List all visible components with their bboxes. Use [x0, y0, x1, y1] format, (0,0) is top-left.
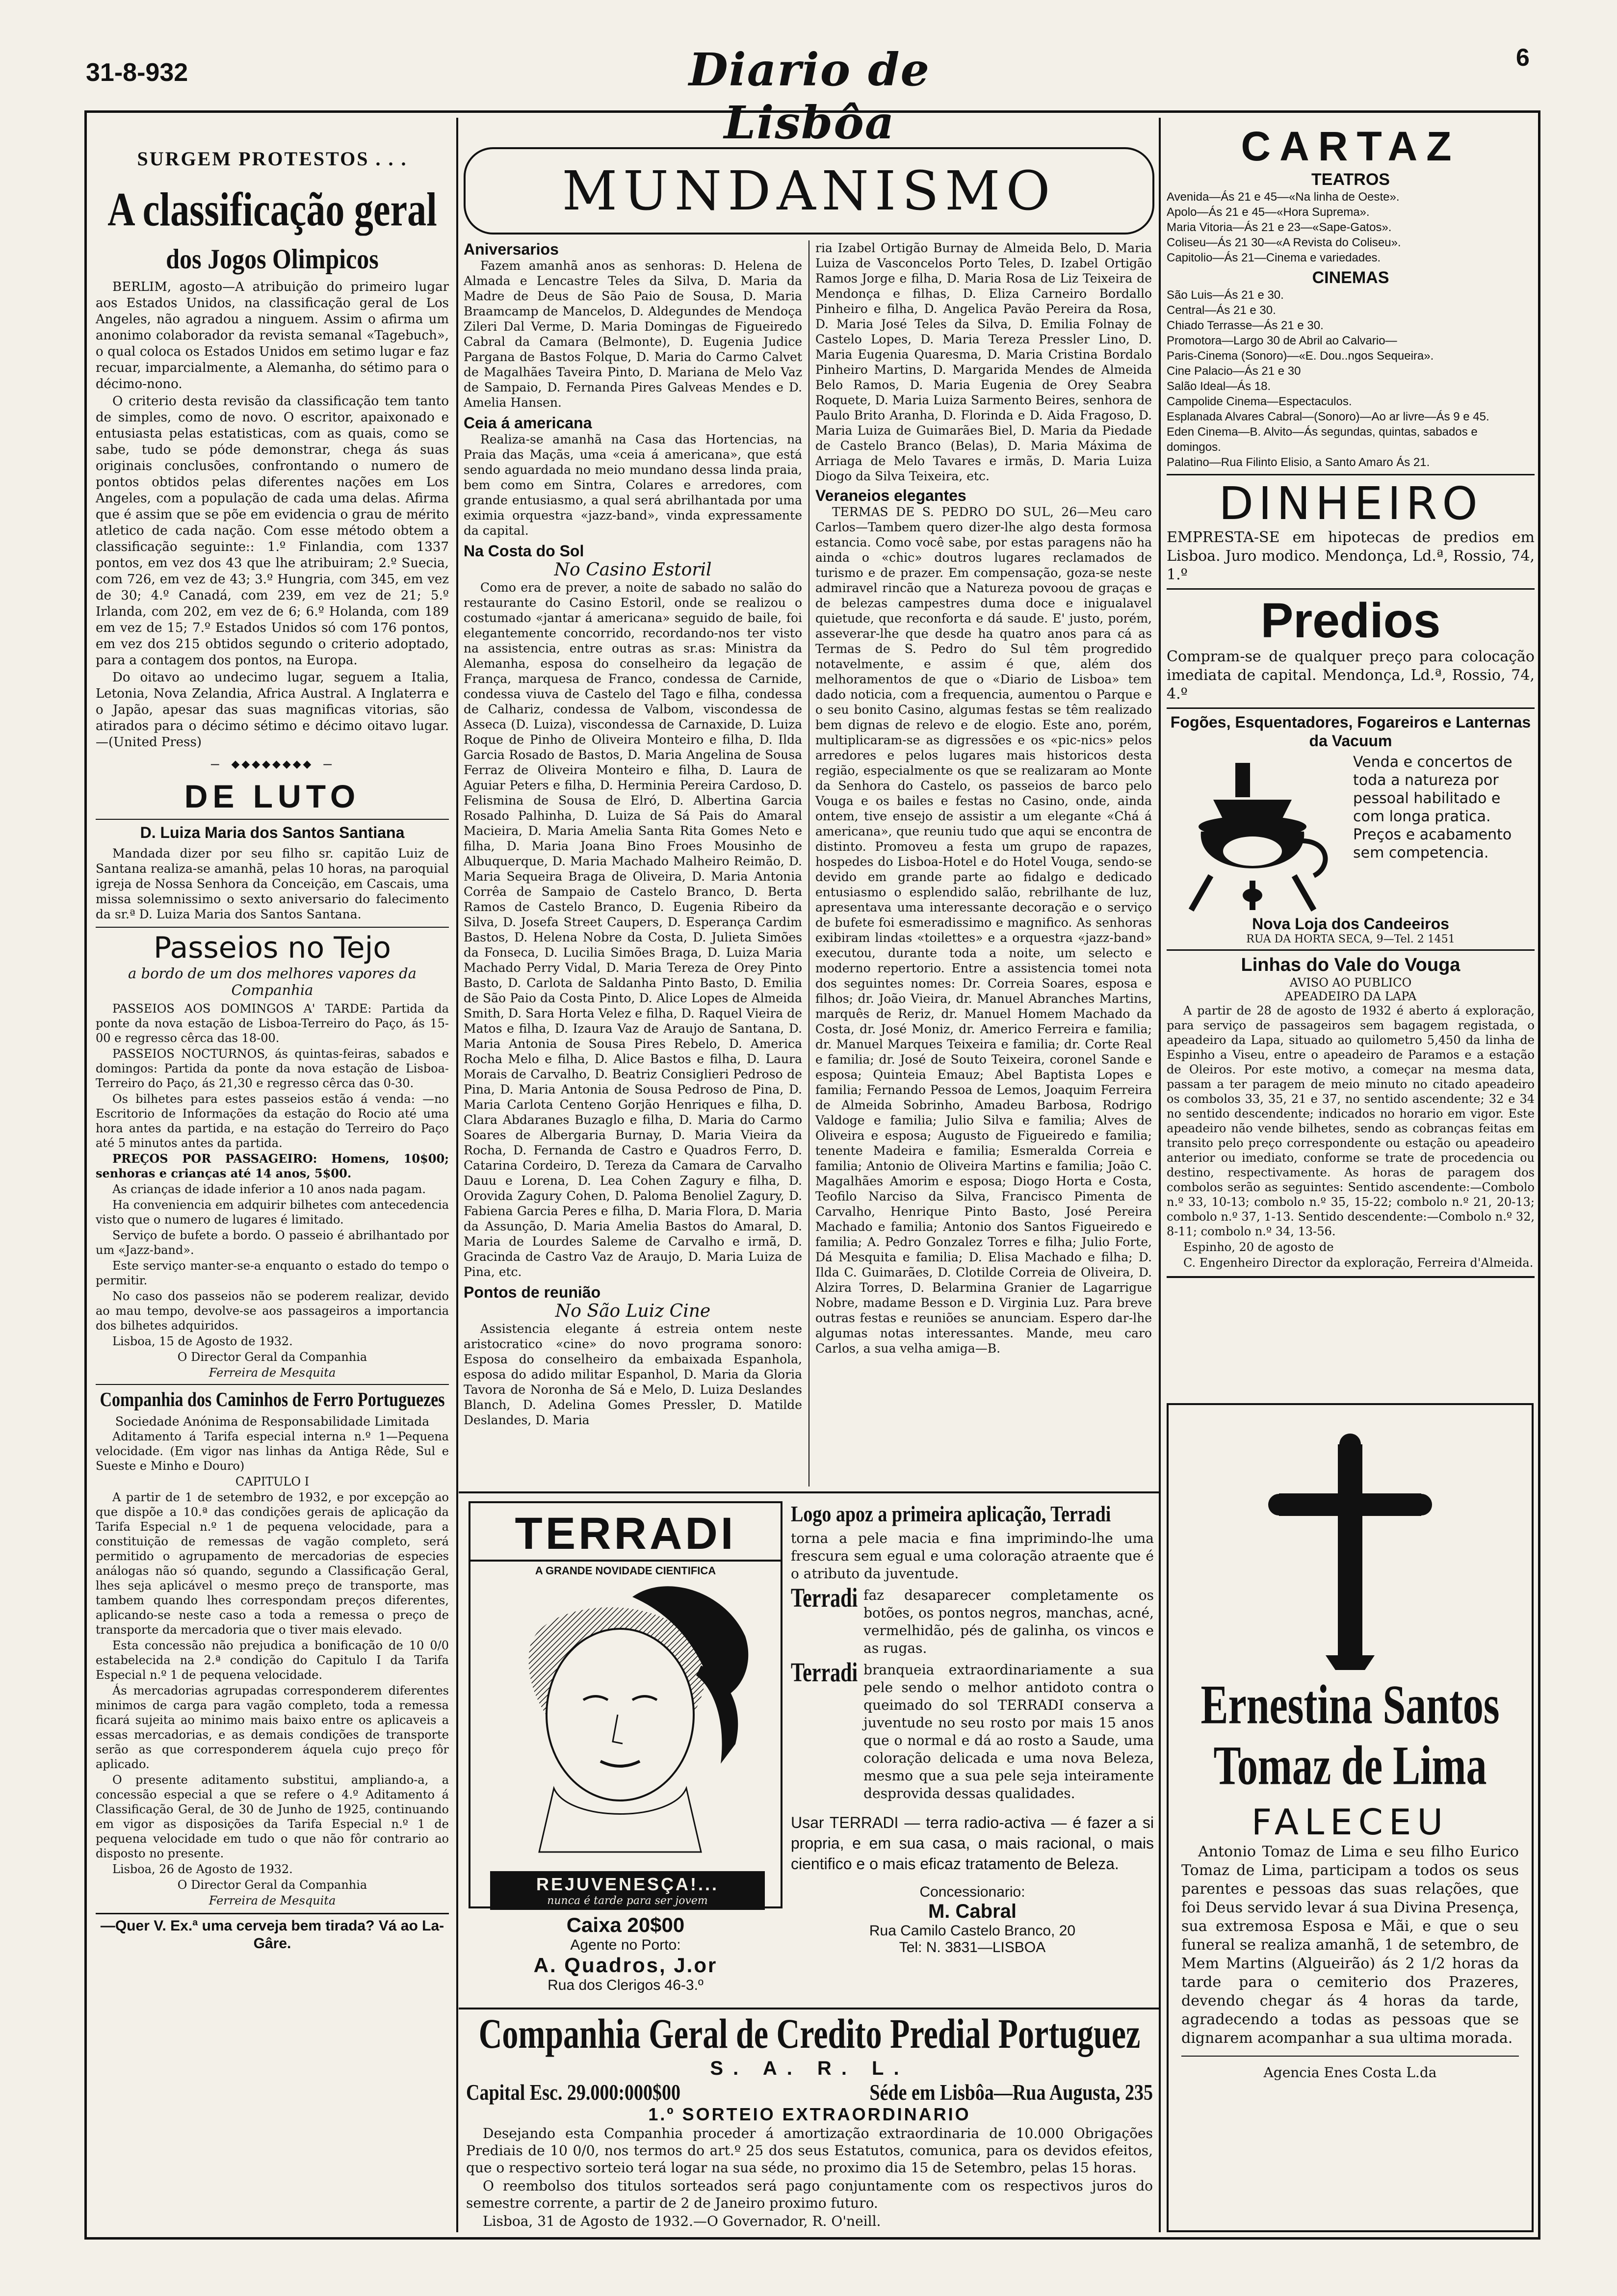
terradi-slogan-box [490, 1871, 765, 1910]
mundanismo-left-body [464, 240, 802, 1428]
article-subheadline: dos Jogos Olimpicos [166, 243, 379, 275]
column-rule-1b [456, 1496, 458, 2232]
credito-sign: Lisboa, 31 de Agosto de 1932.—O Governador, R. O'neill. [483, 2213, 881, 2229]
beer-ad: —Quer V. Ex.ª uma cerveja bem tirada? Vá ao La-Gâre. [100, 1918, 444, 1952]
vouga-body [1167, 1003, 1535, 1270]
credito-body [466, 2125, 1153, 2230]
passeios-paragraph: PASSEIOS AOS DOMINGOS A' TARDE: Partida da ponte da nova estação de Lisboa-Terreiro do Paço, ás 15-00 e regresso cêrca das 18-00. [96, 1002, 449, 1045]
credito-capital: Capital Esc. 29.000:000$00 [466, 2080, 680, 2105]
inner-column-rule [808, 240, 809, 1487]
terradi-price-block [469, 1913, 782, 1994]
cinema-item: São Luis—Ás 21 e 30. [1167, 288, 1284, 302]
obituary-agency: Agencia Enes Costa L.da [1263, 2064, 1437, 2081]
article-paragraph: Do oitavo ao undecimo lugar, seguem a Italia, Letonia, Nova Zelandia, Africa Austral. A Inglaterra e o Japão, apesar das suas magnificas vitorias, são atirados para o décimo sétimo e décimo oitavo lugar.—(United Press) [96, 670, 449, 750]
section-heading: Veraneios elegantes [815, 487, 966, 504]
luto-title: DE LUTO [184, 778, 361, 814]
teatro-item: Avenida—Ás 21 e 45—«Na linha de Oeste». [1167, 190, 1400, 204]
vouga-subtitle-2: APEADEIRO DA LAPA [1284, 990, 1417, 1003]
credito-sede: Séde em Lisbôa—Rua Augusta, 235 [869, 2080, 1153, 2105]
terradi-agent-address: Rua dos Clerigos 46-3.º [548, 1977, 704, 1993]
passeios-paragraph: Lisboa, 15 de Agosto de 1932. [112, 1334, 293, 1348]
passeios-body [96, 1001, 449, 1380]
subsection-heading: No São Luiz Cine [555, 1301, 711, 1321]
terradi-copy-row [791, 1658, 1154, 1802]
fogoes-body: Venda e concertos de toda a natureza por pessoal habilitado e com longa pratica. Preços e acabamento sem competencia. [1353, 754, 1513, 861]
dinheiro-title: DINHEIRO [1219, 477, 1483, 530]
credito-sorteio: 1.º SORTEIO EXTRAORDINARIO [648, 2104, 971, 2124]
column-left [96, 118, 449, 2232]
section-paragraph: TERMAS DE S. PEDRO DO SUL, 26—Meu caro Carlos—Tambem quero dizer-lhe algo desta formosa estancia. Como você sabe, por estas paragens não ha ainda o «chic» doutros lugares reclamados de turismo e de prazer. Em compensação, goza-se neste admiravel rincão que a Natureza povoou de graças e de belezas campestres duma doce e inigualavel quietude, que reconforta e dá saude. E' justo, porém, asseverar-lhe que desde ha quatro anos para cá as Termas de S. Pedro do Sul têm progredido notavelmente, e assim é que, além dos melhoramentos de que o «Diario de Lisboa» tem dado noticia, com a frequencia, aumentou o Parque e o seu bonito Casino, algumas festas se têm realizado bem dignas de relevo e de elogio. Este ano, porém, multiplicaram-se as digressões e os «pic-nics» pelos arredores e pelos lugares mais historicos desta região, especialmente os que se realizaram ao Monte da Senhora do Castelo, os passeios de barco pelo Vouga e os bailes e festas no Casino, onde, ainda ontem, tive ensejo de assistir a um elegante «Chá á americana», que reuniu tudo que aqui se encontra de distinto. Promoveu a festa um grupo de rapazes, hospedes do Lisboa-Hotel e do Hotel Vouga, sendo-se devido em grande parte ao fidalgo e dedicado entusiasmo o esplendido salão, rebrilhante de luz, apresentava uma interessante decoração e o serviço de bufete foi esmeradissimo e magnifico. As senhoras exibiram lindas «toilettes» e a orquestra «jazz-band» executou, durante toda a noite, um selecto e moderno repertorio. Entre a assistencia tomei nota dos seguintes nomes: Dr. Correia Soares, esposa e filhos; dr. João Vieira, dr. Manuel Abranches Martins, marquês de Reriz, dr. Manuel Homem Machado da Costa, dr. José Moniz, dr. Americo Ferreira e familia; dr. Manuel Marques Teixeira e familia; dr. Corte Real e familia; dr. José de Souto Teixeira, coronel Sande e esposa; Quinteia Emauz; Abel Baptista Lopes e familia; Fernando Pessoa de Lemos, Joaquim Ferreira de Almeida Sobrinho, Amadeu Barbosa, Rodrigo Valdoge e familia; Julio Silva e familia; Alves de Oliveira e esposa; Augusto de Figueiredo e familia; tenente Madeira e familia; Esmeralda Correia e familia; Antonio de Oliveira Martins e familia; João C. Magalhães Amorim e esposa; Diogo Horta e Costa, Teofilo Narciso da Silva, Francisco Pimenta de Carvalho, Henrique Pinto Basto, José Pereira Machado e familia; Antonio dos Santos Figueiredo e familia; A. Pedro Gonzalez Torres e filha; Julio Forte, Dá Mesquita e familia; D. Elisa Machado e filha; D. Ilda C. Guimarães, D. Clotilde Correia de Oliveira, D. Alzira Torres, D. Belarmina Granier de Lagarrigue Nobre, madame Besson e D. Virginia Luz. Para breve outras festas e reuniões se anunciam. Espero dar-lhe algumas notas interessantes. Mande, meu caro Carlos, a sua velha amiga—B. [815, 505, 1152, 1356]
caminhos-paragraph: Esta concessão não prejudica a bonificação de 10 0/0 estabelecida na 2.ª condição do Capitulo I da Tarifa Especial n.º 1 de pequena velocidade. [96, 1639, 449, 1682]
terradi-copy-p2: faz desaparecer completamente os botões, os pontos negros, manchas, acné, vermelhidão, pés de galinha, os vincos e as rugas. [863, 1587, 1154, 1656]
caminhos-subtitle: Sociedade Anónima de Responsabilidade Limitada [115, 1414, 430, 1429]
cinema-item: Promotora—Largo 30 de Abril ao Calvario— [1167, 334, 1397, 347]
section-rule [1167, 707, 1535, 709]
cinema-item: Chiado Terrasse—Ás 21 e 30. [1167, 319, 1324, 332]
section-paragraph: Assistencia elegante á estreia ontem neste aristocratico «cine» do novo programa sonoro: Esposa do conselheiro da embaixada Espanhola, esposa do adido militar Espanhol, D. Maria da Gloria Tavora de Noronha de Sá e Melo, D. Luiza Deslandes Blanch, D. Adelina Gomes Pressler, D. Matilde Deslandes, D. Maria [464, 1322, 802, 1427]
terradi-ad-image [469, 1501, 782, 1908]
credito-title: Companhia Geral de Credito Predial Portuguez [478, 2010, 1141, 2058]
ad-rule [459, 2008, 1160, 2009]
luto-paragraph: Mandada dizer por seu filho sr. capitão Luiz de Santana realiza-se amanhã, pelas 10 horas, na paroquial igreja de Nossa Senhora da Conceição, em Cascais, uma missa solemnissimo o sexto aniversario do falecimento da sr.ª D. Luiza Maria dos Santos Santana. [96, 846, 449, 921]
passeios-sign: O Director Geral da Companhia [177, 1350, 367, 1364]
vouga-title: Linhas do Vale do Vouga [1241, 955, 1461, 975]
passeios-paragraph: As crianças de idade inferior a 10 anos nada pagam. [112, 1182, 426, 1196]
terradi-copy-p3: branqueia extraordinariamente a sua pele sendo o melhor antidoto contra o queimado do sol TERRADI conserva a juventude no seu rosto por mais 15 anos que o normal e dá ao rosto a Saude, uma coloração delicada e uma nova Beleza, mesmo que a sua pele seja inteiramente desprovida dessas qualidades. [863, 1662, 1154, 1801]
caminhos-paragraph: Lisboa, 26 de Agosto de 1932. [112, 1862, 293, 1876]
article-paragraph: O criterio desta revisão da classificação tem tanto de simples, como de novo. O escritor, apaixonado e entusiasta pelas estatisticas, com as quais, como se sabe, tudo se póde demonstrar, chega ás suas originais conclusões, confrontando o numero de pontos obtidos pelas diferentes nações em Los Angeles, com a população de cada uma delas. Afirma que é assim que se põe em evidencia o grau de mérito atletico de cada nação. Com esse método obtem a classificação seguinte:: 1.º Finlandia, com 1337 pontos, em vez dos 43 que lhe atribuiram; 2.º Suecia, com 726, em vez de 43; 3.º Hungria, com 345, em vez de 30; 4.º Canadá, com 239, em vez de 21; 5.º Irlanda, com 202, em vez de 6; 6.º Holanda, com 189 em vez de 15; 7.º Estados Unidos só com 176 pontos, em vez dos 215 obtidos segundo o criterio adoptado, para a contagem dos pontos, na Europa. [96, 394, 449, 668]
caminhos-paragraph: O presente aditamento substitui, ampliando-a, a concessão especial a que se refere o 4.º Aditamento á Classificação Geral, de 30 de Junho de 1925, continuando em vigor as disposições da Tarifa Especial n.º 1 de pequena velocidade em tudo o que não fôr contrario ao disposto no presente. [96, 1773, 449, 1860]
passeios-paragraph: No caso dos passeios não se poderem realizar, devido ao mau tempo, devolve-se aos passageiros a importancia dos bilhetes adquiridos. [96, 1289, 449, 1332]
mundanismo-banner: MUNDANISMO [464, 147, 1154, 235]
section-rule [1167, 474, 1535, 475]
terradi-slogan-2: nunca é tarde para ser jovem [547, 1895, 708, 1907]
terradi-copy [791, 1501, 1154, 1956]
cinema-item: Cine Palacio—Ás 21 e 30 [1167, 365, 1301, 378]
cinemas-title: CINEMAS [1312, 268, 1389, 287]
passeios-sign-name: Ferreira de Mesquita [209, 1366, 336, 1380]
terradi-agent-label: Agente no Porto: [570, 1937, 681, 1953]
terradi-copy-p4: Usar TERRADI — terra radio-activa — é fazer a si propria, e em sua casa, o mais racional, o mais cientifico e o mais eficaz tratamento de Beleza. [791, 1814, 1154, 1873]
issue-date: 31-8-932 [86, 58, 188, 87]
terradi-tag: A GRANDE NOVIDADE CIENTIFICA [535, 1565, 716, 1577]
cinema-item: Salão Ideal—Ás 18. [1167, 380, 1271, 393]
section-paragraph: ria Izabel Ortigão Burnay de Almeida Belo, D. Maria Luiza de Vasconcelos Porto Teles, D. Izabel Ortigão Ramos Jorge e filha, D. Maria Rosa de Liz Teixeira de Mendonça e filhas, D. Eliza Carneiro Bordallo Pinheiro e filha, D. Angelica Pavão Pereira da Rosa, D. Maria José Teles da Silva, D. Emilia Folnay de Castelo Lopes, D. Maria Tereza Pressler Lino, D. Maria Eugenia Quaresma, D. Maria Cristina Bordalo Pinheiro Martins, D. Margarida Mendes de Almeida Belo Ramos, D. Maria Eugenia de Orey Seabra Roquete, D. Maria Luiza Sarmento Beires, senhora de Paulo Brito Aranha, D. Florinda e D. Aida Fragoso, D. Maria Luiza de Guimarães Biel, D. Maria da Piedade de Castelo Branco (Belas), D. Maria Máxima de Arriaga de Melo Tavares e irmãs, D. Maria Luiza Diogo da Silva Teixeira, etc. [815, 241, 1152, 483]
passeios-paragraph: PREÇOS POR PASSAGEIRO: Homens, 10$00; senhoras e crianças até 14 anos, 5$00. [96, 1151, 449, 1180]
cinema-item: Eden Cinema—B. Alvito—Ás segundas, quintas, sabados e domingos. [1167, 425, 1478, 454]
concession-phone: Tel: N. 3831—LISBOA [899, 1939, 1046, 1956]
terradi-copy-p1: torna a pele macia e fina imprimindo-lhe uma frescura sem egual e uma coloração atraente que é o atributo da juventude. [791, 1530, 1154, 1582]
predios-title: Predios [1260, 593, 1441, 648]
teatros-title: TEATROS [1311, 170, 1390, 189]
teatro-item: Coliseu—Ás 21 30—«A Revista do Coliseu». [1167, 236, 1401, 249]
ornament-divider: — ◆◆◆◆◆◆◆◆ — [210, 756, 334, 772]
terradi-word: Terradi [791, 1584, 858, 1613]
cinema-item: Esplanada Alvares Cabral—(Sonoro)—Ao ar livre—Ás 9 e 45. [1167, 410, 1489, 423]
section-heading: Aniversarios [464, 240, 559, 258]
passeios-subtitle: a bordo de um dos melhores vapores da Companhia [128, 965, 417, 998]
cartaz-title: CARTAZ [1241, 123, 1461, 169]
teatros-list [1167, 189, 1535, 265]
caminhos-body [96, 1429, 449, 1908]
masthead-title: Diario de Lisbôa [688, 43, 930, 149]
ad-top-rule [459, 1491, 1160, 1493]
credito-predial-notice [466, 2011, 1153, 2232]
caminhos-intro: Aditamento á Tarifa especial interna n.º 1—Pequena velocidade. (Em vigor nas linhas da Antiga Rêde, Sul e Sueste e Minho e Douro) [96, 1430, 449, 1473]
cinema-item: Palatino—Rua Filinto Elisio, a Santo Amaro Ás 21. [1167, 456, 1430, 469]
concession-address: Rua Camilo Castelo Branco, 20 [869, 1923, 1076, 1939]
stove-illustration [1167, 753, 1353, 915]
passeios-paragraph: PASSEIOS NOCTURNOS, ás quintas-feiras, sabados e domingos: Partida da ponte da nova estação de Lisboa-Terreiro do Paço, ás 21,30 e regresso cêrca das 0-30. [96, 1047, 449, 1090]
section-rule [96, 1384, 449, 1385]
subsection-heading: No Casino Estoril [554, 560, 712, 580]
cinemas-list [1167, 287, 1535, 470]
section-rule [1167, 588, 1535, 590]
article-paragraph: BERLIM, agosto—A atribuição do primeiro lugar aos Estados Unidos, na classificação geral de Los Angeles, não agradou a ninguem. Assim o afirma um anonimo colaborador da revista semanal «Tagebuch», o qual coloca os Estados Unidos em setimo lugar e faz recuar, imparcialmente, a Alemanha, do sétimo para o décimo-nono. [96, 280, 449, 391]
passeios-title: Passeios no Tejo [154, 931, 391, 965]
cinema-item: Campolide Cinema—Espectaculos. [1167, 395, 1352, 408]
passeios-paragraph: Ha conveniencia em adquirir bilhetes com antecedencia visto que o numero de lugares é limitado. [96, 1198, 449, 1226]
credito-capital-row [466, 2080, 1153, 2106]
luto-rule [96, 819, 449, 820]
page-number: 6 [1516, 44, 1530, 71]
terradi-copy-title: Logo apoz a primeira aplicação, Terradi [791, 1502, 1111, 1527]
section-rule [1167, 949, 1535, 951]
mundanismo-right-body [815, 240, 1152, 1356]
fogoes-title: Fogões, Esquentadores, Fogareiros e Lanternas da Vacuum [1170, 713, 1531, 750]
terradi-concession [791, 1884, 1154, 1956]
predios-body: Compram-se de qualquer preço para colocação imediata de capital. Mendonça, Ld.ª, Rossio, 74, 4.º [1167, 648, 1535, 703]
terradi-brand: TERRADI [470, 1508, 781, 1562]
vouga-sign-2: C. Engenheiro Director da exploração, Ferreira d'Almeida. [1183, 1256, 1534, 1270]
terradi-agent-name: A. Quadros, J.or [533, 1954, 718, 1977]
fogoes-content [1167, 753, 1535, 915]
fogoes-shop: Nova Loja dos Candeeiros [1252, 915, 1449, 933]
caminhos-paragraph: A partir de 1 de setembro de 1932, e por excepção ao que dispõe a 10.ª das condições gerais de aplicação da Tarifa Especial n.º 1 de pequena velocidade, para a constituição de remessas de vagão completo, será permitido o agrupamento de mercadorias de especies análogas não só quando, segundo a Classificação Geral, lhes seja aplicável o mesmo preço de transporte, mas tambem quando lhes correspondam preços diferentes, aplicando-se neste caso a toda a remessa o preço de transporte da mercadoria que o tiver mais elevado. [96, 1490, 449, 1637]
section-paragraph: Fazem amanhã anos as senhoras: D. Helena de Almada e Lencastre Teles da Silva, D. Maria da Madre de Deus de São Paio de Sousa, D. Maria Braamcamp de Mancelos, D. Aldegundes de Mendoça Zileri Dal Verme, D. Maria Domingas de Figueiredo Cabral da Camara (Belmonte), D. Eugenia Judice Pargana de Bastos Folque, D. Maria do Carmo Calvet de Magalhães Taveira Pinto, D. Mariana de Melo Vaz de Sampaio, D. Fernanda Pires Galveas Mendes e D. Amelia Hansen. [464, 259, 802, 410]
mundanismo-left-column [464, 240, 802, 1496]
vouga-subtitle: AVISO AO PUBLICO [1289, 976, 1412, 990]
mundanismo-right-column [815, 240, 1152, 1496]
luto-name: D. Luiza Maria dos Santos Santiana [140, 824, 405, 841]
article-body [96, 279, 449, 751]
terradi-word: Terradi [791, 1658, 858, 1688]
terradi-copy-row [791, 1584, 1154, 1657]
caminhos-paragraph: Ás mercadorias agrupadas corresponderem diferentes minimos de carga para vagão completo, toda a remessa ficará sujeita ao minimo mais baixo entre os aplicaveis a essas mercadorias, e as demais condições de transporte serão as que corresponderem áquela cujo preço fôr aplicado. [96, 1684, 449, 1771]
credito-sarl: S. A. R. L. [710, 2058, 909, 2079]
teatro-item: Apolo—Ás 21 e 45—«Hora Suprema». [1167, 206, 1370, 219]
passeios-paragraph: Serviço de bufete a bordo. O passeio é abrilhantado por um «Jazz-band». [96, 1228, 449, 1257]
section-heading: Na Costa do Sol [464, 542, 584, 560]
luto-body [96, 846, 449, 922]
passeios-paragraph: Os bilhetes para estes passeios estão á venda: —no Escritorio de Informações da estação do Rocio até uma hora antes da partida, e na estação do Terreiro do Paço até 5 minutos antes da partida. [96, 1092, 449, 1150]
concession-name: M. Cabral [928, 1901, 1017, 1922]
vouga-paragraph: A partir de 28 de agosto de 1932 é aberto á exploração, para serviço de passageiros sem bagagem registada, o apeadeiro da Lapa, situado ao quilometro 5,450 da linha de Espinho a Viseu, entre o apeadeiro de Paramos e a estação de Oleiros. Por este motivo, a começar na mesma data, passam a ter paragem de meio minuto no citado apeadeiro os combolos 33, 35, 21 e 37, no sentido ascendente; 32 e 34 no sentido descendente; indicados no horario em vigor. Este apeadeiro não vende bilhetes, sendo as cobranças feitas em transito pelo preço correspondente ou estação ou apeadeiro anterior ou imediato, conforme se trate de procedencia ou destino, respectivamente. As horas de paragem dos combolos serão as seguintes: Sentido ascendente:—Combolo n.º 33, 10-13; combolo n.º 35, 15-22; combolo n.º 21, 20-13; combolo n.º 37, 1-13. Sentido descendente:—Combolo n.º 32, 8-11; combolo n.º 34, 13-56. [1167, 1004, 1535, 1238]
article-kicker: SURGEM PROTESTOS . . . [137, 148, 408, 170]
fogoes-address: RUA DA HORTA SECA, 9—Tel. 2 1451 [1246, 933, 1455, 945]
teatro-item: Maria Vitoria—Ás 21 e 23—«Sape-Gatos». [1167, 221, 1392, 234]
cinema-item: Paris-Cinema (Sonoro)—«E. Dou..ngos Sequeira». [1167, 349, 1434, 363]
obituary-name-2: Tomaz de Lima [1213, 1735, 1487, 1797]
column-rule-1 [456, 118, 458, 1496]
obituary-body: Antonio Tomaz de Lima e seu filho Eurico Tomaz de Lima, participam a todos os seus parentes e pessoas das suas relações, que foi Deus servido levar á sua Divina Presença, sua extremosa Esposa e Mãi, e que o seu funeral se realiza amanhã, 1 de setembro, de Mem Martins (Algueirão) ás 2 1/2 horas da tarde para o cemiterio dos Prazeres, devendo chegar ás 4 horas da tarde, agradecendo a todas as pessoas que se dignarem acompanhar a sua ultima morada. [1181, 1843, 1519, 2047]
cross-icon [1169, 1435, 1532, 1675]
section-paragraph: Realiza-se amanhã na Casa das Hortencias, na Praia das Maçãs, uma «ceia á americana», que está sendo aguardada no meio mundano dessa linda praia, bem como em Sintra, Colares e arredores, com grande entusiasmo, a qual será abrilhantada por uma eximia orquestra «jazz-band», vinda expressamente da capital. [464, 432, 802, 538]
section-paragraph: Como era de prever, a noite de sabado no salão do restaurante do Casino Estoril, onde se realizou o costumado «jantar á americana» seguido de baile, foi elegantemente concorrido, recordando-nos ter visto na assistencia, entre outras as sr.as: Ministra da Alemanha, esposa do conselheiro da legação de França, marquesa de Franco, condessa de Carnide, condessa viuva de Castelo del Tago e filha, condessa de Calhariz, condessa de Valbom, viscondessa de Asseca (D. Luiza), viscondessa de Carnaxide, D. Luiza Roque de Pinho de Oliveira Monteiro e filha, D. Ilda Garcia Rosado de Bastos, D. Maria Angelina de Sousa Ferraz de Oliveira Monteiro e filha, D. Laura de Aguiar Peters e filha, D. Herminia Pereira Cardoso, D. Felismina de Sousa de Elró, D. Albertina Garcia Rosado Palhinha, D. Luiza de Sá Pais do Amaral Macieira, D. Maria Amelia Santa Rita Gomes Neto e filha, D. Maria Joana Bino Froes Mousinho de Albuquerque, D. Maria Machado Malheiro Reimão, D. Maria Sequeira Braga de Oliveira, D. Maria Antonia Corrêa de Sampaio de Castelo Branco, D. Berta Ramos de Castelo Branco, D. Eugenia Ribeiro da Silva, D. Josefa Street Caupers, D. Esperança Cardim Bastos, D. Helena Nobre da Costa, D. Julieta Simões da Fonseca, D. Lucilia Simões Braga, D. Luiza Maria Machado Perry Vidal, D. Maria Tereza de Orey Pinto Basto, D. Carlota de Saldanha Pinto Basto, D. Emilia de São Paio da Costa Pinto, D. Alice Lopes de Almeida Smith, D. Sara Horta Velez e filha, D. Raquel Vieira de Matos e filha, D. Izaura Vaz de Araujo de Santana, D. Maria Antonia de Sousa Pires Rebelo, D. America Rocha Melo e filha, D. Alice Bastos e filha, D. Laura Morais de Carvalho, D. Beatriz Consiglieri Pedroso de Pina, D. Maria Antonia de Sousa Pedroso de Pina, D. Maria Carlota Centeno Gorjão Henriques e filha, D. Clara Abdaranes Buzaglo e filha, D. Maria do Carmo Soares de Albergaria Burnay, D. Maria Vieira da Rocha, D. Fernanda de Castro e Quadros Ferro, D. Catarina Cordeiro, D. Tereza da Camara de Carvalho Dauu e Lorena, D. Lea Cohen Zagury e filha, D. Orovida Zagury Cohen, D. Paloma Benoliel Zagury, D. Fabiena Garcia Peres e filha, D. Maria Flora, D. Maria da Assunção, D. Maria Amelia Bastos do Amaral, D. Maria de Lourdes Saleme de Carvalho e irmã, D. Gracinda de Castro Vaz de Araujo, D. Maria Luiza de Pina, etc. [464, 580, 802, 1279]
section-rule [96, 1913, 449, 1914]
column-rule-2 [1159, 118, 1161, 2232]
caminhos-sign-name: Ferreira de Mesquita [209, 1894, 336, 1907]
section-rule [96, 927, 449, 928]
section-heading: Pontos de reunião [464, 1283, 601, 1301]
section-heading: Ceia á americana [464, 414, 592, 432]
dinheiro-body: EMPRESTA-SE em hipotecas de predios em Lisboa. Juro modico. Mendonça, Ld.ª, Rossio, 74, 1.º [1167, 529, 1535, 583]
teatro-item: Capitolio—Ás 21—Cinema e variedades. [1167, 251, 1381, 264]
vouga-sign: Espinho, 20 de agosto de [1183, 1240, 1334, 1254]
caminhos-chapter: CAPITULO I [235, 1475, 310, 1488]
obituary-name-1: Ernestina Santos [1200, 1674, 1500, 1736]
concession-label: Concessionario: [919, 1884, 1025, 1900]
section-rule [1167, 1276, 1535, 1278]
caminhos-title: Companhia dos Caminhos de Ferro Portuguezes [100, 1389, 445, 1411]
cinema-item: Central—Ás 21 e 30. [1167, 304, 1276, 317]
terradi-slogan: REJUVENESÇA!... [536, 1874, 719, 1894]
credito-paragraph: O reembolso dos titulos sorteados será pago conjuntamente com os respectivos juros do semestre corrente, a partir de 2 de Janeiro proximo futuro. [466, 2178, 1153, 2211]
obituary-rule [1181, 2056, 1519, 2057]
passeios-paragraph: Este serviço manter-se-a enquanto o estado do tempo o permitir. [96, 1259, 449, 1287]
obituary-faleceu: FALECEU [1251, 1801, 1449, 1843]
terradi-price: Caixa 20$00 [566, 1913, 685, 1936]
obituary-box [1167, 1403, 1534, 2232]
caminhos-sign: O Director Geral da Companhia [177, 1878, 367, 1892]
credito-paragraph: Desejando esta Companhia proceder á amortização extraordinaria de 10.000 Obrigações Prediais de 10 0/0, nos termos do art.º 25 dos seus Estatutos, comunica, para os devidos efeitos, que o respectivo sorteio terá logar na sua séde, no proximo dia 15 de Setembro, pelas 15 horas. [466, 2125, 1153, 2176]
article-headline: A classificação geral [107, 182, 437, 236]
woman-portrait-illustration [470, 1577, 781, 1852]
